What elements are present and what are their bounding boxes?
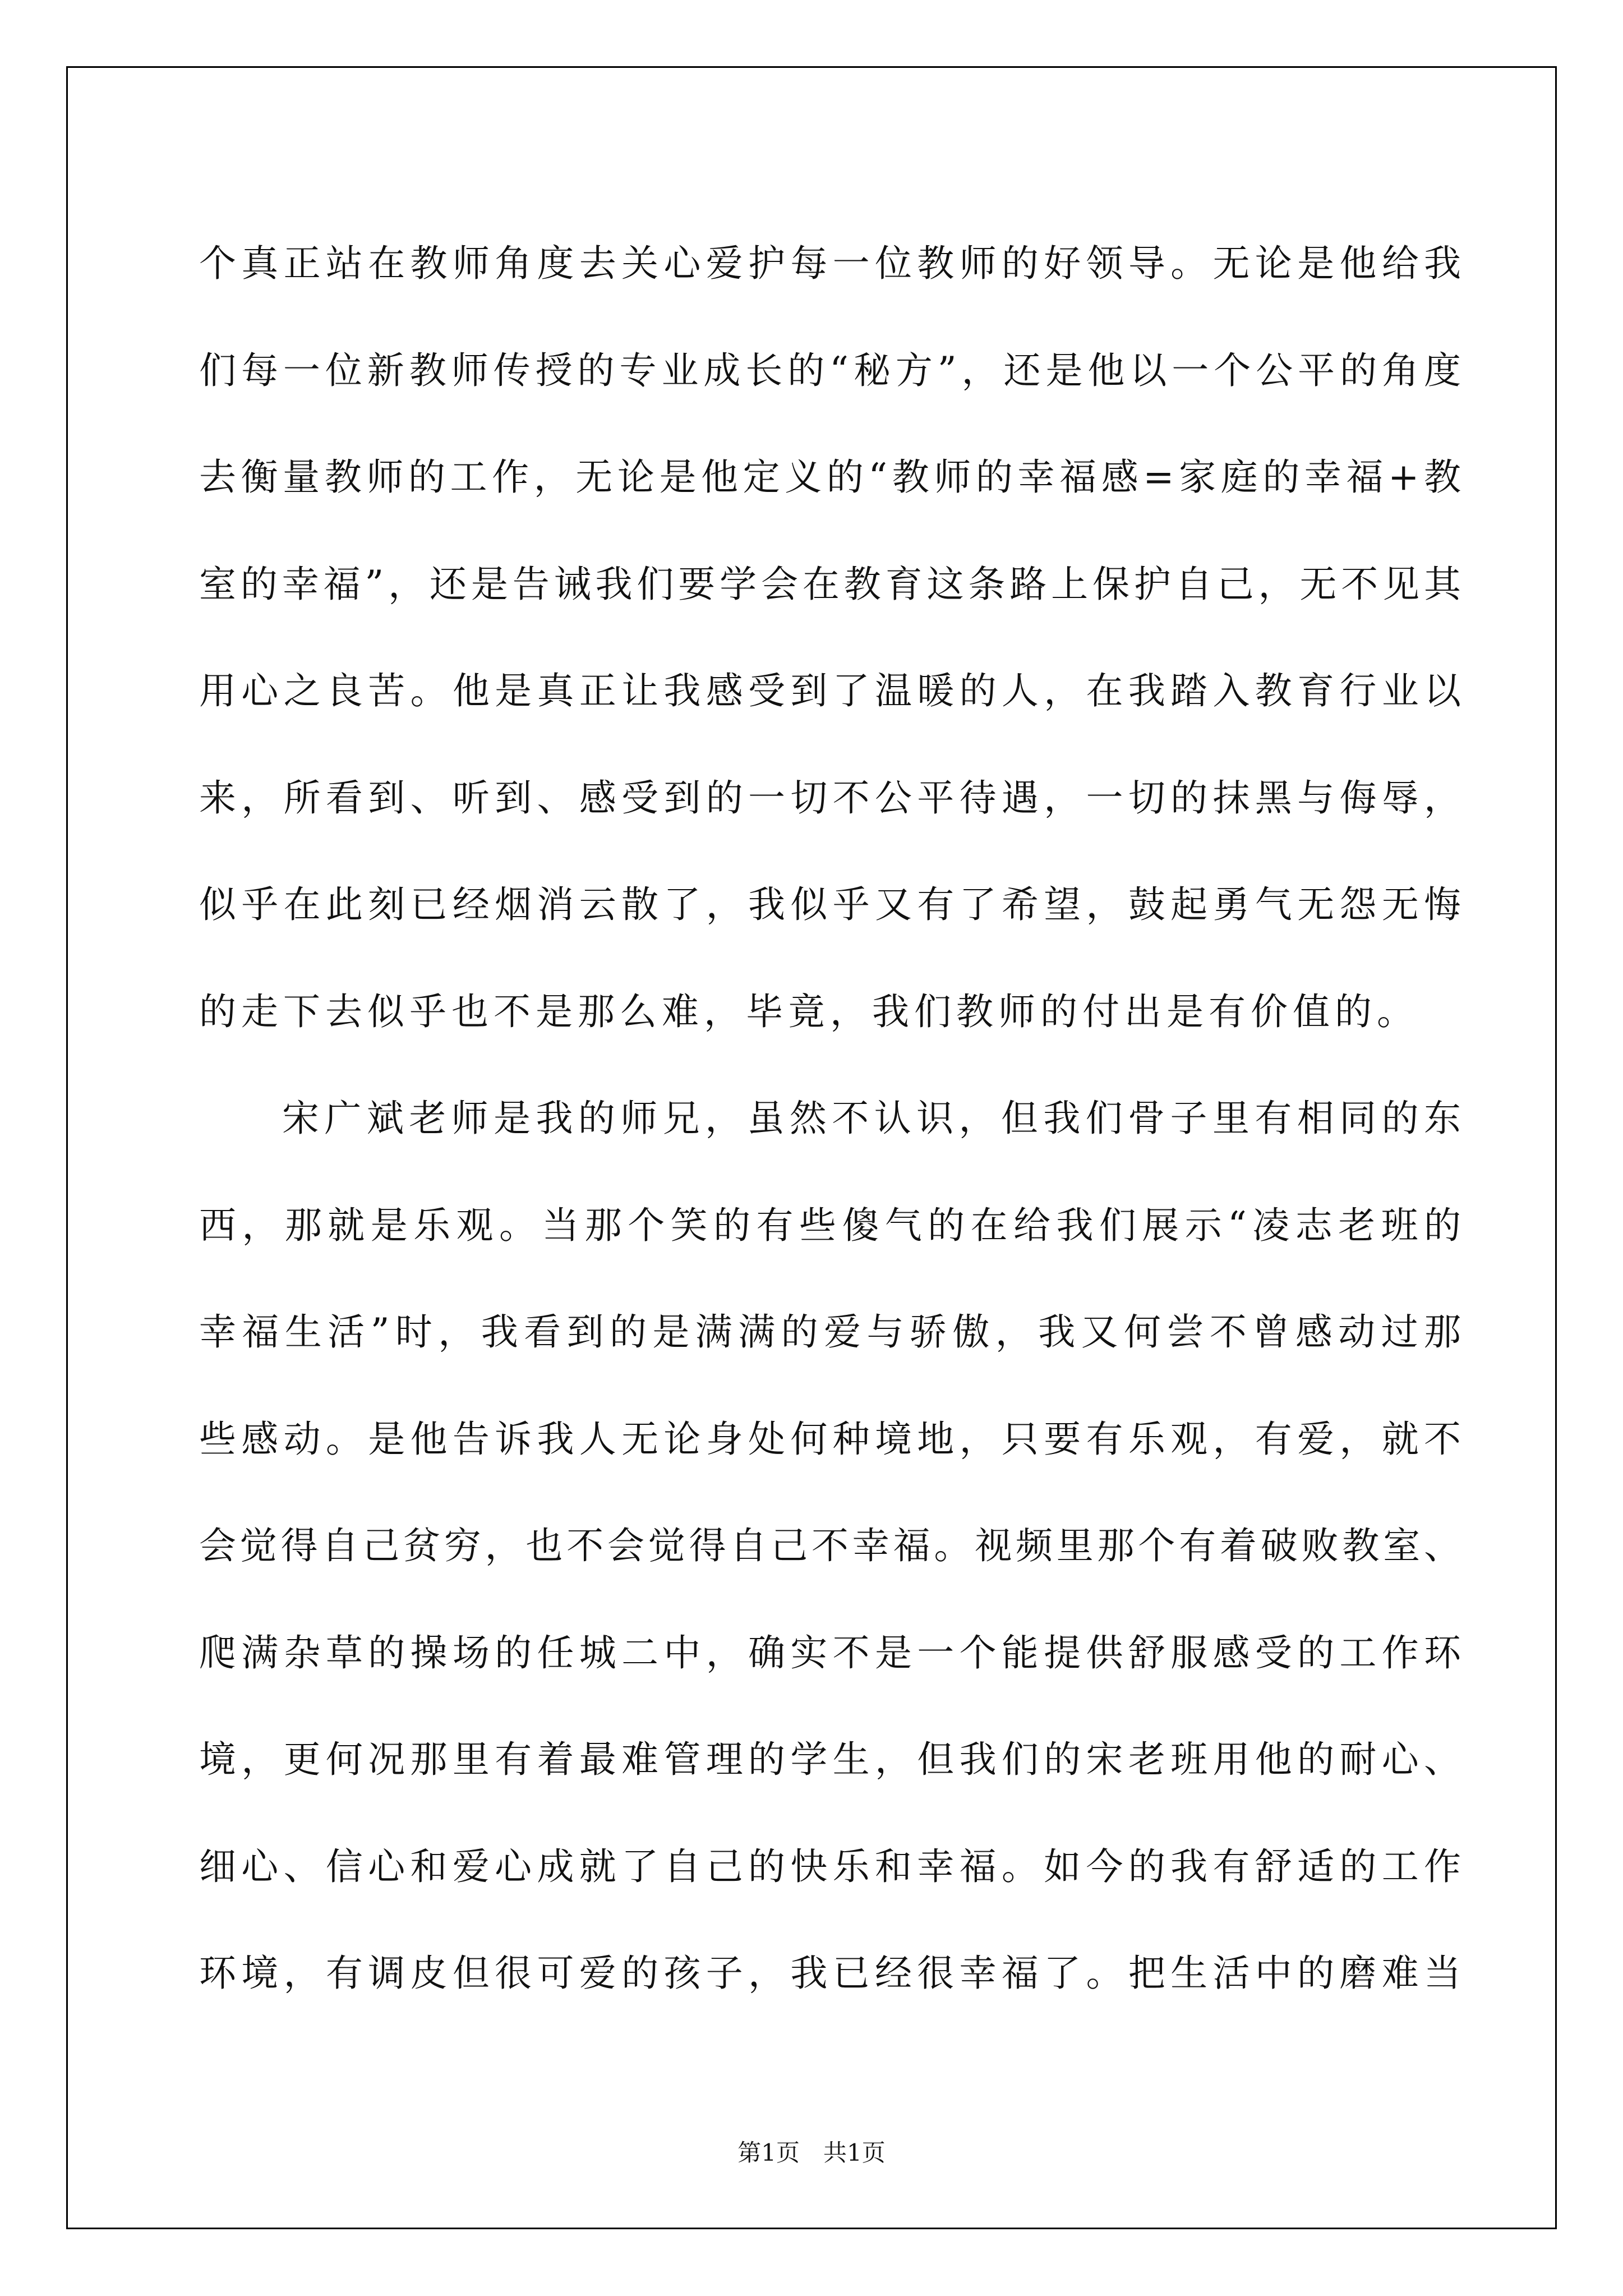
page-number: 第1页 共1页 <box>737 2139 886 2166</box>
text-line: 似乎在此刻已经烟消云散了，我似乎又有了希望，鼓起勇气无怨无悔 <box>199 883 1461 926</box>
paragraph-first-line: 宋广斌老师是我的师兄，虽然不认识，但我们骨子里有相同的东 <box>282 1097 1461 1140</box>
text-line: 来，所看到、听到、感受到的一切不公平待遇，一切的抹黑与侮辱， <box>199 776 1461 820</box>
text-line: 的走下去似乎也不是那么难，毕竟，我们教师的付出是有价值的。 <box>199 990 1419 1033</box>
text-line: 西，那就是乐观。当那个笑的有些傻气的在给我们展示“凌志老班的 <box>199 1203 1461 1247</box>
document-body <box>199 210 1461 2027</box>
text-line: 环境，有调皮但很可爱的孩子，我已经很幸福了。把生活中的磨难当 <box>199 1952 1461 1995</box>
text-line: 去衡量教师的工作，无论是他定义的“教师的幸福感=家庭的幸福+教 <box>199 455 1461 499</box>
text-line: 境，更何况那里有着最难管理的学生，但我们的宋老班用他的耐心、 <box>199 1738 1461 1781</box>
text-line: 用心之良苦。他是真正让我感受到了温暖的人，在我踏入教育行业以 <box>199 669 1461 712</box>
text-line: 会觉得自己贫穷，也不会觉得自己不幸福。视频里那个有着破败教室、 <box>199 1524 1461 1567</box>
text-line: 幸福生活”时，我看到的是满满的爱与骄傲，我又何尝不曾感动过那 <box>199 1310 1461 1354</box>
text-line: 室的幸福”，还是告诫我们要学会在教育这条路上保护自己，无不见其 <box>199 562 1461 606</box>
text-line: 细心、信心和爱心成就了自己的快乐和幸福。如今的我有舒适的工作 <box>199 1844 1461 1888</box>
text-line: 些感动。是他告诉我人无论身处何种境地，只要有乐观，有爱，就不 <box>199 1417 1461 1461</box>
text-line: 个真正站在教师角度去关心爱护每一位教师的好领导。无论是他给我 <box>199 242 1461 285</box>
text-line: 们每一位新教师传授的专业成长的“秘方”，还是他以一个公平的角度 <box>199 348 1461 392</box>
text-line: 爬满杂草的操场的任城二中，确实不是一个能提供舒服感受的工作环 <box>199 1631 1461 1674</box>
page-footer <box>0 2136 1623 2170</box>
